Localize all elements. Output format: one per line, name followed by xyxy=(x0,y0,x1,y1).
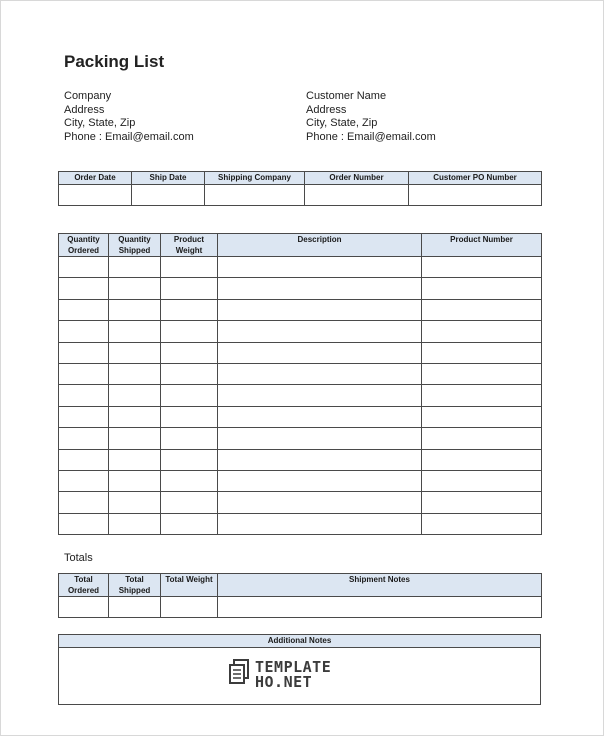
quantity-shipped-cell[interactable] xyxy=(109,257,161,278)
product-number-cell[interactable] xyxy=(422,406,542,427)
recipient-customer-name: Customer Name xyxy=(306,90,387,102)
order-number-header: Order Number xyxy=(305,172,409,185)
sender-city-state-zip: City, State, Zip xyxy=(64,117,136,130)
shipment-notes-header: Shipment Notes xyxy=(218,574,542,597)
table-row xyxy=(59,321,542,342)
description-cell[interactable] xyxy=(218,513,422,534)
recipient-address: Address xyxy=(306,103,347,116)
sender-company: Company xyxy=(64,90,112,102)
product-weight-cell[interactable] xyxy=(161,406,218,427)
additional-notes-header-row xyxy=(59,635,541,648)
quantity-ordered-cell[interactable] xyxy=(59,428,109,449)
quantity-ordered-cell[interactable] xyxy=(59,513,109,534)
quantity-ordered-cell[interactable] xyxy=(59,257,109,278)
description-cell[interactable] xyxy=(218,342,422,363)
table-row xyxy=(59,257,542,278)
quantity-ordered-cell[interactable] xyxy=(59,278,109,299)
recipient-city-state-zip: City, State, Zip xyxy=(306,117,378,130)
product-number-cell[interactable] xyxy=(422,321,542,342)
product-weight-cell[interactable] xyxy=(161,470,218,491)
total-ordered-header: Total Ordered xyxy=(59,574,109,597)
total-weight-cell[interactable] xyxy=(161,597,218,618)
order-date-header: Order Date xyxy=(59,172,132,185)
quantity-shipped-cell[interactable] xyxy=(109,513,161,534)
description-cell[interactable] xyxy=(218,321,422,342)
items-body xyxy=(59,257,542,535)
description-header: Description xyxy=(218,234,422,257)
product-number-cell[interactable] xyxy=(422,363,542,384)
quantity-shipped-cell[interactable] xyxy=(109,406,161,427)
description-cell[interactable] xyxy=(218,385,422,406)
product-weight-cell[interactable] xyxy=(161,513,218,534)
quantity-ordered-cell[interactable] xyxy=(59,385,109,406)
description-cell[interactable] xyxy=(218,470,422,491)
quantity-ordered-cell[interactable] xyxy=(59,321,109,342)
order-number-cell[interactable] xyxy=(305,184,409,205)
customer-po-number-cell[interactable] xyxy=(409,184,542,205)
quantity-shipped-cell[interactable] xyxy=(109,470,161,491)
recipient-address-block xyxy=(306,90,436,145)
quantity-ordered-cell[interactable] xyxy=(59,363,109,384)
quantity-shipped-header: Quantity Shipped xyxy=(109,234,161,257)
description-cell[interactable] xyxy=(218,363,422,384)
product-weight-cell[interactable] xyxy=(161,278,218,299)
description-cell[interactable] xyxy=(218,257,422,278)
product-number-cell[interactable] xyxy=(422,513,542,534)
description-cell[interactable] xyxy=(218,449,422,470)
sender-address: Address xyxy=(64,103,105,116)
customer-po-number-header: Customer PO Number xyxy=(409,172,542,185)
product-weight-cell[interactable] xyxy=(161,257,218,278)
total-ordered-cell[interactable] xyxy=(59,597,109,618)
quantity-shipped-cell[interactable] xyxy=(109,299,161,320)
table-row xyxy=(59,406,542,427)
product-number-cell[interactable] xyxy=(422,492,542,513)
product-number-cell[interactable] xyxy=(422,278,542,299)
table-row xyxy=(59,278,542,299)
sender-phone-email: Phone : Email@email.com xyxy=(64,131,194,144)
table-row xyxy=(59,492,542,513)
quantity-ordered-cell[interactable] xyxy=(59,470,109,491)
totals-header-row xyxy=(59,574,542,597)
table-row xyxy=(59,470,542,491)
quantity-ordered-cell[interactable] xyxy=(59,449,109,470)
product-number-cell[interactable] xyxy=(422,257,542,278)
shipping-company-cell[interactable] xyxy=(205,184,305,205)
order-date-cell[interactable] xyxy=(59,184,132,205)
table-row xyxy=(59,299,542,320)
ship-date-header: Ship Date xyxy=(132,172,205,185)
product-weight-cell[interactable] xyxy=(161,299,218,320)
shipping-company-header: Shipping Company xyxy=(205,172,305,185)
product-weight-cell[interactable] xyxy=(161,385,218,406)
order-info-header-row xyxy=(59,172,542,185)
table-row xyxy=(59,342,542,363)
product-weight-header: Product Weight xyxy=(161,234,218,257)
quantity-shipped-cell[interactable] xyxy=(109,321,161,342)
table-row xyxy=(59,513,542,534)
table-row xyxy=(59,428,542,449)
recipient-phone-email: Phone : Email@email.com xyxy=(306,131,436,144)
order-info-table xyxy=(58,171,542,206)
totals-label: Totals xyxy=(64,552,93,564)
product-weight-cell[interactable] xyxy=(161,342,218,363)
order-info-row xyxy=(59,184,542,205)
table-row xyxy=(59,385,542,406)
quantity-shipped-cell[interactable] xyxy=(109,428,161,449)
description-cell[interactable] xyxy=(218,428,422,449)
quantity-ordered-cell[interactable] xyxy=(59,342,109,363)
quantity-shipped-cell[interactable] xyxy=(109,449,161,470)
quantity-shipped-cell[interactable] xyxy=(109,385,161,406)
watermark-line-2: HO.NET xyxy=(255,673,313,691)
description-cell[interactable] xyxy=(218,406,422,427)
table-row xyxy=(59,363,542,384)
description-cell[interactable] xyxy=(218,299,422,320)
product-weight-cell[interactable] xyxy=(161,492,218,513)
quantity-shipped-cell[interactable] xyxy=(109,342,161,363)
totals-table xyxy=(58,573,542,618)
total-shipped-cell[interactable] xyxy=(109,597,161,618)
quantity-ordered-cell[interactable] xyxy=(59,299,109,320)
quantity-ordered-cell[interactable] xyxy=(59,406,109,427)
watermark-logo xyxy=(228,659,348,691)
product-number-cell[interactable] xyxy=(422,428,542,449)
watermark-line-1: TEMPLATE xyxy=(255,658,332,676)
description-cell[interactable] xyxy=(218,278,422,299)
product-number-header: Product Number xyxy=(422,234,542,257)
totals-row xyxy=(59,597,542,618)
product-weight-cell[interactable] xyxy=(161,449,218,470)
quantity-shipped-cell[interactable] xyxy=(109,363,161,384)
shipment-notes-cell[interactable] xyxy=(218,597,542,618)
quantity-shipped-cell[interactable] xyxy=(109,278,161,299)
document-stack-icon xyxy=(228,659,254,689)
page-title: Packing List xyxy=(64,52,165,71)
sender-address-block xyxy=(64,90,194,145)
table-row xyxy=(59,449,542,470)
description-cell[interactable] xyxy=(218,492,422,513)
additional-notes-header: Additional Notes xyxy=(59,635,541,648)
product-number-cell[interactable] xyxy=(422,470,542,491)
product-number-cell[interactable] xyxy=(422,299,542,320)
total-shipped-header: Total Shipped xyxy=(109,574,161,597)
product-number-cell[interactable] xyxy=(422,342,542,363)
items-table xyxy=(58,233,542,535)
product-weight-cell[interactable] xyxy=(161,321,218,342)
product-number-cell[interactable] xyxy=(422,385,542,406)
product-weight-cell[interactable] xyxy=(161,428,218,449)
product-number-cell[interactable] xyxy=(422,449,542,470)
ship-date-cell[interactable] xyxy=(132,184,205,205)
quantity-shipped-cell[interactable] xyxy=(109,492,161,513)
items-header-row xyxy=(59,234,542,257)
quantity-ordered-header: Quantity Ordered xyxy=(59,234,109,257)
product-weight-cell[interactable] xyxy=(161,363,218,384)
quantity-ordered-cell[interactable] xyxy=(59,492,109,513)
total-weight-header: Total Weight xyxy=(161,574,218,597)
